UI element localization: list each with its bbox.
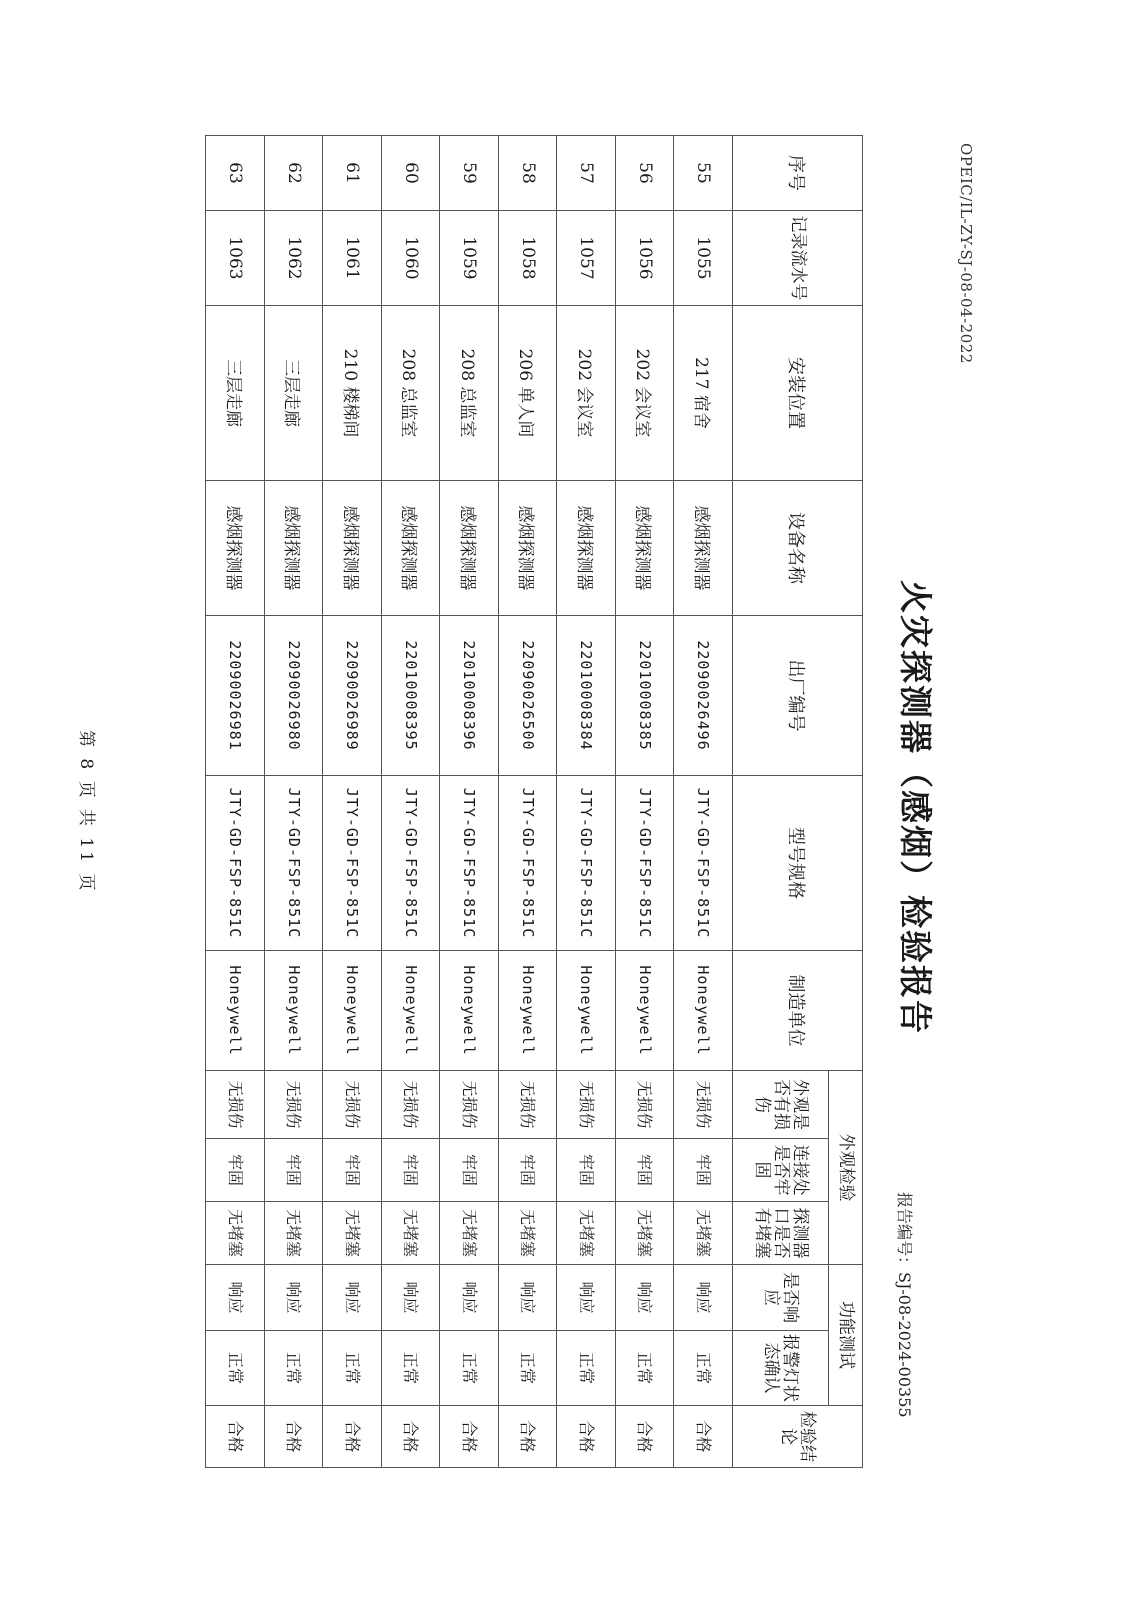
cell-factory-no: 22010008385 xyxy=(616,616,675,776)
cell-seq: 57 xyxy=(557,136,616,211)
cell-blocked: 无堵塞 xyxy=(499,1202,558,1265)
cell-location: 208 总监室 xyxy=(382,306,441,481)
cell-seq: 60 xyxy=(382,136,441,211)
cell-connection: 牢固 xyxy=(616,1139,675,1202)
cell-response: 响应 xyxy=(206,1265,265,1331)
cell-connection: 牢固 xyxy=(382,1139,441,1202)
cell-model: JTY-GD-FSP-851C xyxy=(440,776,499,951)
table-row xyxy=(323,136,382,1468)
cell-blocked: 无堵塞 xyxy=(323,1202,382,1265)
cell-device-name: 感烟探测器 xyxy=(206,481,265,616)
cell-damage: 无损伤 xyxy=(382,1071,441,1139)
cell-device-name: 感烟探测器 xyxy=(382,481,441,616)
cell-damage: 无损伤 xyxy=(557,1071,616,1139)
cell-damage: 无损伤 xyxy=(440,1071,499,1139)
cell-maker: Honeywell xyxy=(499,951,558,1071)
cell-damage: 无损伤 xyxy=(206,1071,265,1139)
cell-damage: 无损伤 xyxy=(265,1071,324,1139)
header-device-name: 设备名称 xyxy=(733,481,863,616)
cell-model: JTY-GD-FSP-851C xyxy=(382,776,441,951)
cell-device-name: 感烟探测器 xyxy=(616,481,675,616)
cell-conclusion: 合格 xyxy=(674,1406,733,1468)
header-response: 是否响应 xyxy=(733,1265,829,1331)
table-row xyxy=(557,136,616,1468)
cell-response: 响应 xyxy=(674,1265,733,1331)
table-row xyxy=(499,136,558,1468)
table-row xyxy=(382,136,441,1468)
header-record-no: 记录流水号 xyxy=(733,211,863,306)
cell-model: JTY-GD-FSP-851C xyxy=(674,776,733,951)
header-damage: 外观是否有损伤 xyxy=(733,1071,829,1139)
cell-blocked: 无堵塞 xyxy=(674,1202,733,1265)
cell-model: JTY-GD-FSP-851C xyxy=(499,776,558,951)
cell-indicator: 正常 xyxy=(265,1331,324,1406)
cell-conclusion: 合格 xyxy=(265,1406,324,1468)
cell-factory-no: 22010008384 xyxy=(557,616,616,776)
cell-blocked: 无堵塞 xyxy=(382,1202,441,1265)
cell-factory-no: 22010008395 xyxy=(382,616,441,776)
cell-damage: 无损伤 xyxy=(499,1071,558,1139)
cell-factory-no: 22090026980 xyxy=(265,616,324,776)
cell-damage: 无损伤 xyxy=(323,1071,382,1139)
report-number: 报告编号：SJ-08-2024-00355 xyxy=(895,1192,914,1418)
cell-model: JTY-GD-FSP-851C xyxy=(206,776,265,951)
cell-model: JTY-GD-FSP-851C xyxy=(323,776,382,951)
cell-damage: 无损伤 xyxy=(616,1071,675,1139)
cell-blocked: 无堵塞 xyxy=(265,1202,324,1265)
table-row xyxy=(265,136,324,1468)
cell-location: 三层走廊 xyxy=(265,306,324,481)
cell-location: 217 宿舍 xyxy=(674,306,733,481)
cell-record-no: 1055 xyxy=(674,211,733,306)
cell-conclusion: 合格 xyxy=(323,1406,382,1468)
cell-device-name: 感烟探测器 xyxy=(440,481,499,616)
cell-indicator: 正常 xyxy=(499,1331,558,1406)
cell-response: 响应 xyxy=(616,1265,675,1331)
cell-indicator: 正常 xyxy=(674,1331,733,1406)
cell-connection: 牢固 xyxy=(557,1139,616,1202)
cell-conclusion: 合格 xyxy=(499,1406,558,1468)
cell-response: 响应 xyxy=(265,1265,324,1331)
cell-record-no: 1061 xyxy=(323,211,382,306)
cell-maker: Honeywell xyxy=(557,951,616,1071)
cell-maker: Honeywell xyxy=(265,951,324,1071)
report-title: 火灾探测器（感烟）检验报告 xyxy=(896,580,935,1035)
header-seq: 序号 xyxy=(733,136,863,211)
cell-maker: Honeywell xyxy=(674,951,733,1071)
header-conclusion: 检验结论 xyxy=(733,1406,863,1468)
cell-indicator: 正常 xyxy=(206,1331,265,1406)
cell-record-no: 1059 xyxy=(440,211,499,306)
cell-connection: 牢固 xyxy=(206,1139,265,1202)
cell-blocked: 无堵塞 xyxy=(206,1202,265,1265)
cell-maker: Honeywell xyxy=(323,951,382,1071)
cell-seq: 61 xyxy=(323,136,382,211)
cell-record-no: 1063 xyxy=(206,211,265,306)
cell-conclusion: 合格 xyxy=(616,1406,675,1468)
header-blocked: 探测器口是否有堵塞 xyxy=(733,1202,829,1265)
cell-response: 响应 xyxy=(382,1265,441,1331)
header-model: 型号规格 xyxy=(733,776,863,951)
header-factory-no: 出厂编号 xyxy=(733,616,863,776)
cell-maker: Honeywell xyxy=(206,951,265,1071)
cell-response: 响应 xyxy=(440,1265,499,1331)
cell-location: 202 会议室 xyxy=(616,306,675,481)
table-row xyxy=(674,136,733,1468)
cell-conclusion: 合格 xyxy=(440,1406,499,1468)
cell-factory-no: 22090026500 xyxy=(499,616,558,776)
cell-model: JTY-GD-FSP-851C xyxy=(616,776,675,951)
cell-seq: 56 xyxy=(616,136,675,211)
cell-seq: 59 xyxy=(440,136,499,211)
table-row xyxy=(616,136,675,1468)
header-connection: 连接处是否牢固 xyxy=(733,1139,829,1202)
cell-record-no: 1056 xyxy=(616,211,675,306)
cell-response: 响应 xyxy=(323,1265,382,1331)
table-row xyxy=(206,136,265,1468)
cell-seq: 58 xyxy=(499,136,558,211)
cell-maker: Honeywell xyxy=(382,951,441,1071)
cell-response: 响应 xyxy=(557,1265,616,1331)
cell-location: 三层走廊 xyxy=(206,306,265,481)
cell-indicator: 正常 xyxy=(616,1331,675,1406)
cell-connection: 牢固 xyxy=(499,1139,558,1202)
cell-factory-no: 22090026989 xyxy=(323,616,382,776)
cell-blocked: 无堵塞 xyxy=(557,1202,616,1265)
cell-connection: 牢固 xyxy=(674,1139,733,1202)
cell-connection: 牢固 xyxy=(323,1139,382,1202)
page-number-footer: 第 8 页 共 11 页 xyxy=(76,730,96,894)
cell-seq: 62 xyxy=(265,136,324,211)
cell-damage: 无损伤 xyxy=(674,1071,733,1139)
cell-indicator: 正常 xyxy=(323,1331,382,1406)
cell-conclusion: 合格 xyxy=(206,1406,265,1468)
cell-record-no: 1058 xyxy=(499,211,558,306)
cell-device-name: 感烟探测器 xyxy=(265,481,324,616)
cell-device-name: 感烟探测器 xyxy=(557,481,616,616)
header-location: 安装位置 xyxy=(733,306,863,481)
cell-location: 210 楼梯间 xyxy=(323,306,382,481)
inspection-table xyxy=(206,135,864,1468)
cell-record-no: 1060 xyxy=(382,211,441,306)
cell-location: 206 单人间 xyxy=(499,306,558,481)
cell-connection: 牢固 xyxy=(440,1139,499,1202)
cell-location: 208 总监室 xyxy=(440,306,499,481)
document-code: OPEIC/IL-ZY-SJ-08-04-2022 xyxy=(957,143,975,364)
header-function-group: 功能测试 xyxy=(829,1265,863,1406)
cell-location: 202 会议室 xyxy=(557,306,616,481)
table-row xyxy=(440,136,499,1468)
cell-seq: 63 xyxy=(206,136,265,211)
cell-factory-no: 22090026981 xyxy=(206,616,265,776)
cell-indicator: 正常 xyxy=(382,1331,441,1406)
cell-factory-no: 22010008396 xyxy=(440,616,499,776)
cell-model: JTY-GD-FSP-851C xyxy=(265,776,324,951)
cell-indicator: 正常 xyxy=(557,1331,616,1406)
cell-maker: Honeywell xyxy=(616,951,675,1071)
cell-indicator: 正常 xyxy=(440,1331,499,1406)
cell-device-name: 感烟探测器 xyxy=(323,481,382,616)
cell-device-name: 感烟探测器 xyxy=(674,481,733,616)
cell-connection: 牢固 xyxy=(265,1139,324,1202)
cell-response: 响应 xyxy=(499,1265,558,1331)
cell-blocked: 无堵塞 xyxy=(616,1202,675,1265)
cell-factory-no: 22090026496 xyxy=(674,616,733,776)
cell-conclusion: 合格 xyxy=(382,1406,441,1468)
cell-conclusion: 合格 xyxy=(557,1406,616,1468)
cell-blocked: 无堵塞 xyxy=(440,1202,499,1265)
cell-seq: 55 xyxy=(674,136,733,211)
cell-maker: Honeywell xyxy=(440,951,499,1071)
header-indicator: 报警灯状态确认 xyxy=(733,1331,829,1406)
cell-record-no: 1062 xyxy=(265,211,324,306)
header-appearance-group: 外观检验 xyxy=(829,1071,863,1265)
header-maker: 制造单位 xyxy=(733,951,863,1071)
cell-device-name: 感烟探测器 xyxy=(499,481,558,616)
cell-record-no: 1057 xyxy=(557,211,616,306)
cell-model: JTY-GD-FSP-851C xyxy=(557,776,616,951)
